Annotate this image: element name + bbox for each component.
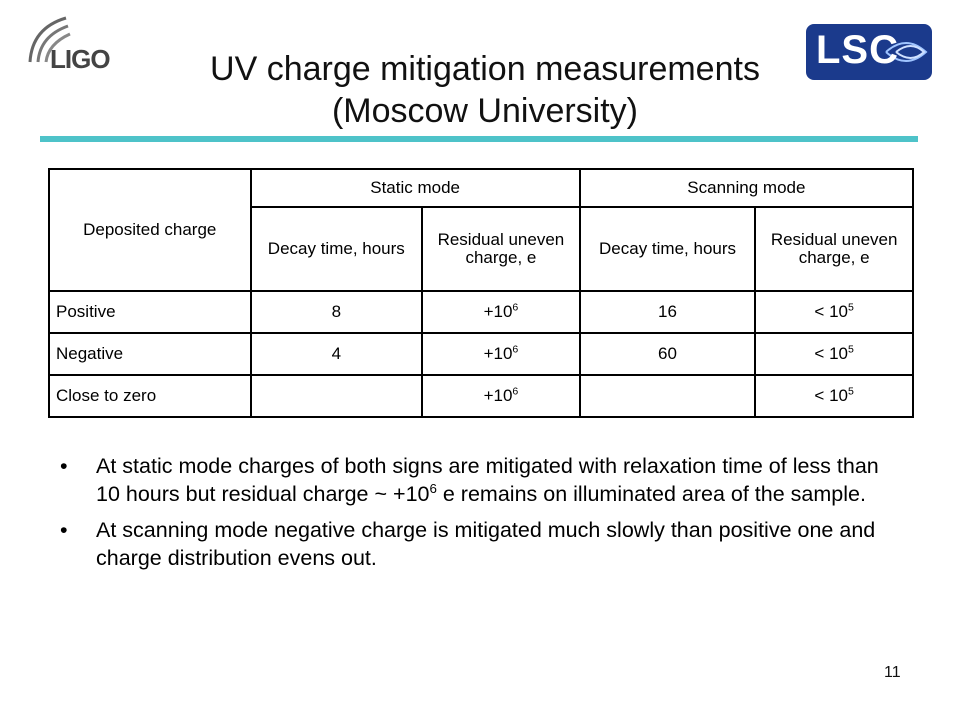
- scan-decay-cell: [580, 375, 756, 417]
- static-decay-cell: 8: [251, 291, 423, 333]
- lsc-logo-text: LSC: [816, 28, 899, 72]
- bullet-dot-icon: •: [60, 518, 68, 542]
- table-row: [49, 333, 913, 375]
- row-label: Positive: [49, 291, 251, 333]
- scan-residual-cell: < $10^5$: [755, 291, 913, 333]
- bullet-dot-icon: •: [60, 454, 68, 478]
- subheader-static-decay: Decay time, hours: [251, 207, 423, 291]
- header-static-mode: Static mode: [251, 169, 580, 207]
- bullet-item: • At scanning mode negative charge is mitigated much slowly than positive one and charge distribution evens out.: [60, 518, 876, 570]
- static-decay-cell: 4: [251, 333, 423, 375]
- static-residual-cell: $+10^6$: [422, 333, 580, 375]
- ligo-logo-text: LIGO: [50, 44, 110, 74]
- scan-decay-cell: 16: [580, 291, 756, 333]
- charge-mitigation-table: [48, 168, 914, 418]
- table-row: [49, 291, 913, 333]
- scan-residual-cell: < $10^5$: [755, 375, 913, 417]
- page-number: 11: [884, 664, 901, 681]
- static-decay-cell: [251, 375, 423, 417]
- subheader-scan-residual: Residual uneven charge, e: [755, 207, 913, 291]
- title-line-2: (Moscow University): [331, 92, 639, 130]
- subheader-static-residual: Residual uneven charge, e: [422, 207, 580, 291]
- row-label: Negative: [49, 333, 251, 375]
- subheader-scan-decay: Decay time, hours: [580, 207, 756, 291]
- table-row: [49, 375, 913, 417]
- corner-header: Deposited charge: [49, 169, 251, 291]
- scan-residual-cell: < $10^5$: [755, 333, 913, 375]
- bullet-list: [60, 452, 900, 580]
- row-label: Close to zero: [49, 375, 251, 417]
- static-residual-cell: $+10^6$: [422, 291, 580, 333]
- static-residual-cell: $+10^6$: [422, 375, 580, 417]
- page-title: [140, 48, 830, 132]
- header-scanning-mode: Scanning mode: [580, 169, 913, 207]
- bullet-item: • At static mode charges of both signs are mitigated with relaxation time of less than 10 hours but residual charge ~ $+10^6$ e remains on illuminated area of the sample.: [60, 454, 879, 506]
- scan-decay-cell: 60: [580, 333, 756, 375]
- title-divider: [40, 136, 918, 142]
- title-line-1: UV charge mitigation measurements: [210, 50, 760, 88]
